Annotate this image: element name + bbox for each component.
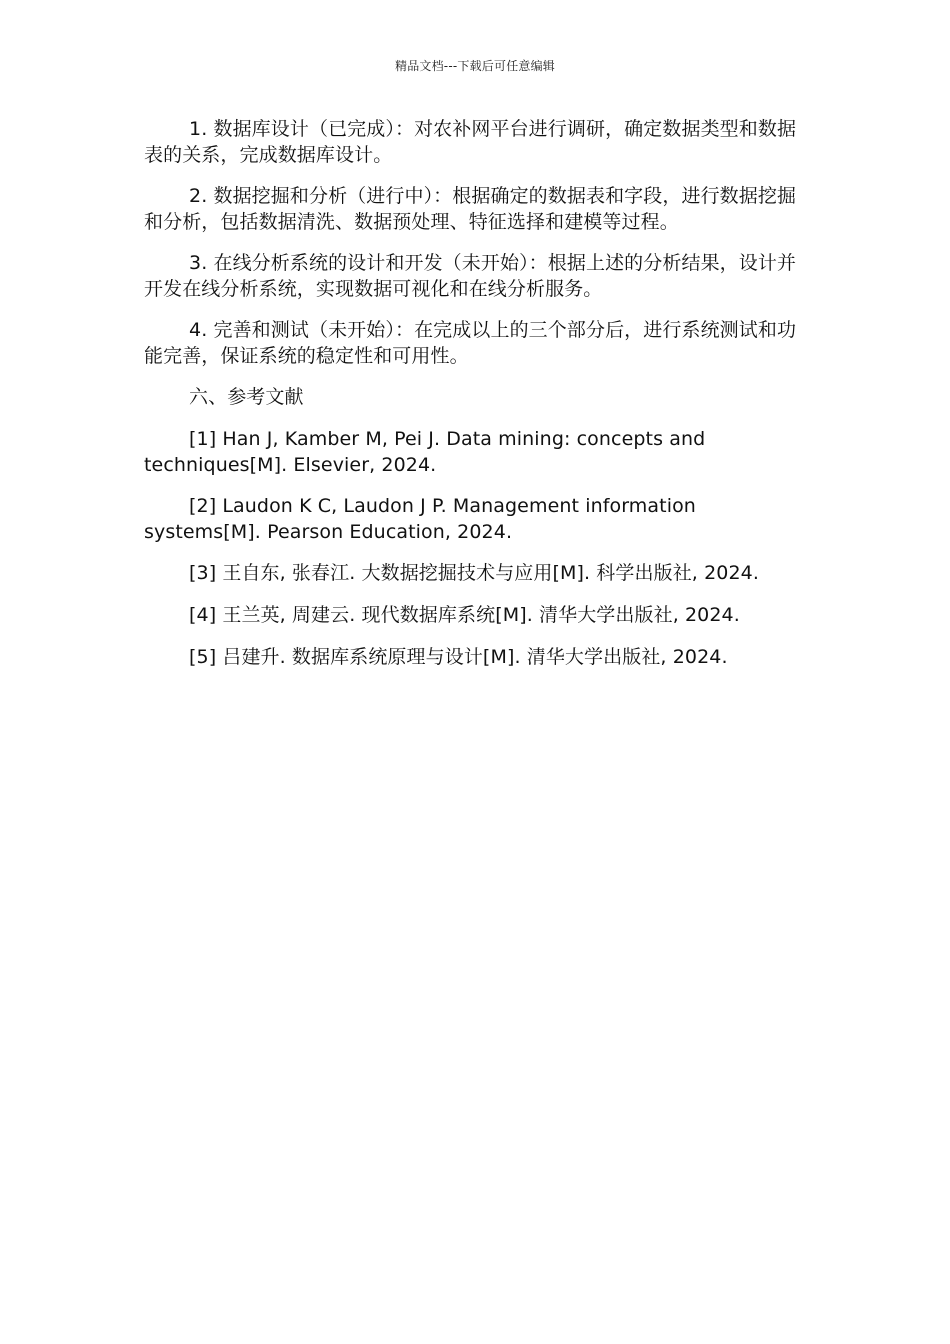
page-header: 精品文档---下载后可任意编辑 bbox=[395, 59, 555, 73]
task-item-data-mining: 2. 数据挖掘和分析（进行中）：根据确定的数据表和字段，进行数据挖掘和分析，包括数据清洗、数据预处理、特征选择和建模等过程。 bbox=[144, 185, 797, 233]
reference-item: [5] 吕建升. 数据库系统原理与设计[M]. 清华大学出版社, 2024. bbox=[189, 646, 728, 668]
reference-item: [3] 王自东, 张春江. 大数据挖掘技术与应用[M]. 科学出版社, 2024. bbox=[189, 562, 759, 584]
reference-item: [1] Han J, Kamber M, Pei J. Data mining: concepts and techniques[M]. Elsevier, 2024. bbox=[144, 428, 706, 476]
references-heading: 六、参考文献 bbox=[189, 386, 304, 408]
task-item-testing: 4. 完善和测试（未开始）：在完成以上的三个部分后，进行系统测试和功能完善，保证系统的稳定性和可用性。 bbox=[144, 319, 797, 367]
task-item-online-analysis-system: 3. 在线分析系统的设计和开发（未开始）：根据上述的分析结果，设计并开发在线分析系统，实现数据可视化和在线分析服务。 bbox=[144, 252, 797, 300]
reference-item: [4] 王兰英, 周建云. 现代数据库系统[M]. 清华大学出版社, 2024. bbox=[189, 604, 740, 626]
task-item-database-design: 1. 数据库设计（已完成）：对农补网平台进行调研，确定数据类型和数据表的关系，完成数据库设计。 bbox=[144, 118, 797, 166]
document-body bbox=[144, 116, 806, 686]
reference-item: [2] Laudon K C, Laudon J P. Management information systems[M]. Pearson Education, 2024. bbox=[144, 495, 696, 543]
